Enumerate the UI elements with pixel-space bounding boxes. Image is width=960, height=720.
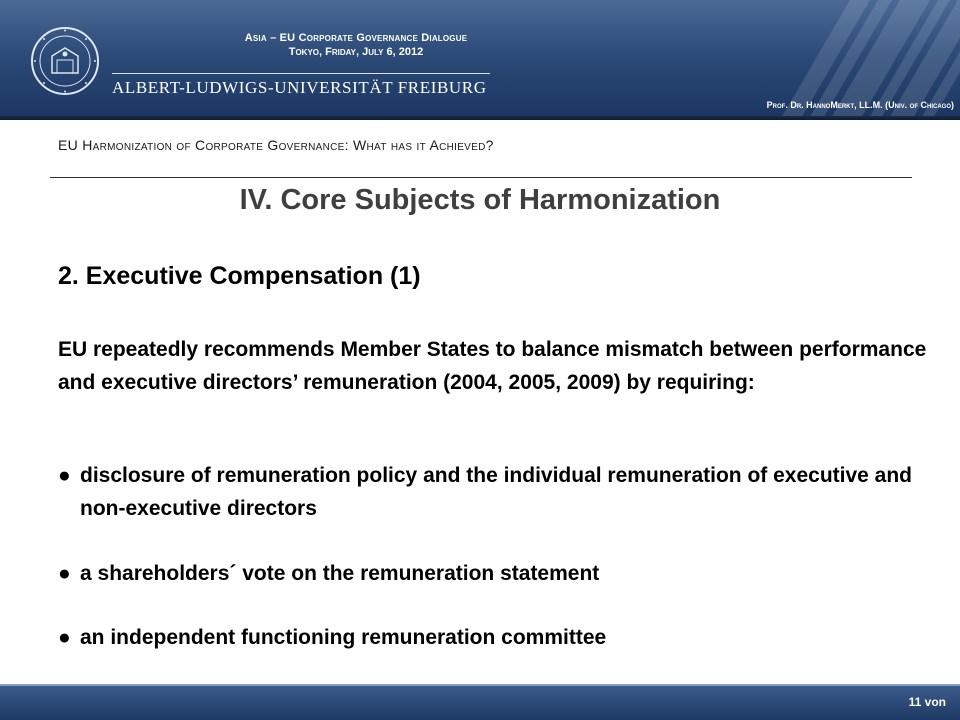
section-divider <box>50 177 912 178</box>
bullet-item <box>58 459 928 525</box>
footer-highlight <box>0 684 960 686</box>
footer-band <box>0 684 960 720</box>
university-seal-icon <box>30 26 100 96</box>
header-divider <box>112 73 490 74</box>
conference-date: Tokyo, Friday, July 6, 2012 <box>288 46 424 58</box>
university-name: ALBERT-LUDWIGS-UNIVERSITÄT FREIBURG <box>112 78 487 97</box>
bullet-dot-icon: ● <box>58 464 71 487</box>
section-heading: EU Harmonization of Corporate Governance: What has it Achieved? <box>58 137 494 153</box>
bullet-dot-icon: ● <box>58 626 71 649</box>
slide-subtitle: 2. Executive Compensation (1) <box>58 262 421 290</box>
bullet-text: an independent functioning remuneration committee <box>80 626 607 649</box>
conference-title: Asia – EU Corporate Governance Dialogue <box>244 32 468 44</box>
header-shadow <box>0 116 960 120</box>
bullet-text: a shareholders´ vote on the remuneration statement <box>80 562 600 585</box>
intro-paragraph: EU repeatedly recommends Member States to balance mismatch between performance and executive directors’ remuneration (2004, 2005, 2009) by requiring: <box>58 338 927 394</box>
bullet-item <box>58 621 928 654</box>
presenter-name: Prof. Dr. HannoMerkt, LL.M. (Univ. of Chicago) <box>766 100 954 110</box>
header-band <box>0 0 960 120</box>
bullet-dot-icon: ● <box>58 562 71 585</box>
slide-title: IV. Core Subjects of Harmonization <box>239 184 721 216</box>
page-number: 11 von <box>908 695 946 709</box>
bullet-text: disclosure of remuneration policy and the individual remuneration of executive and non-executive directors <box>80 464 913 520</box>
bullet-item <box>58 557 928 590</box>
